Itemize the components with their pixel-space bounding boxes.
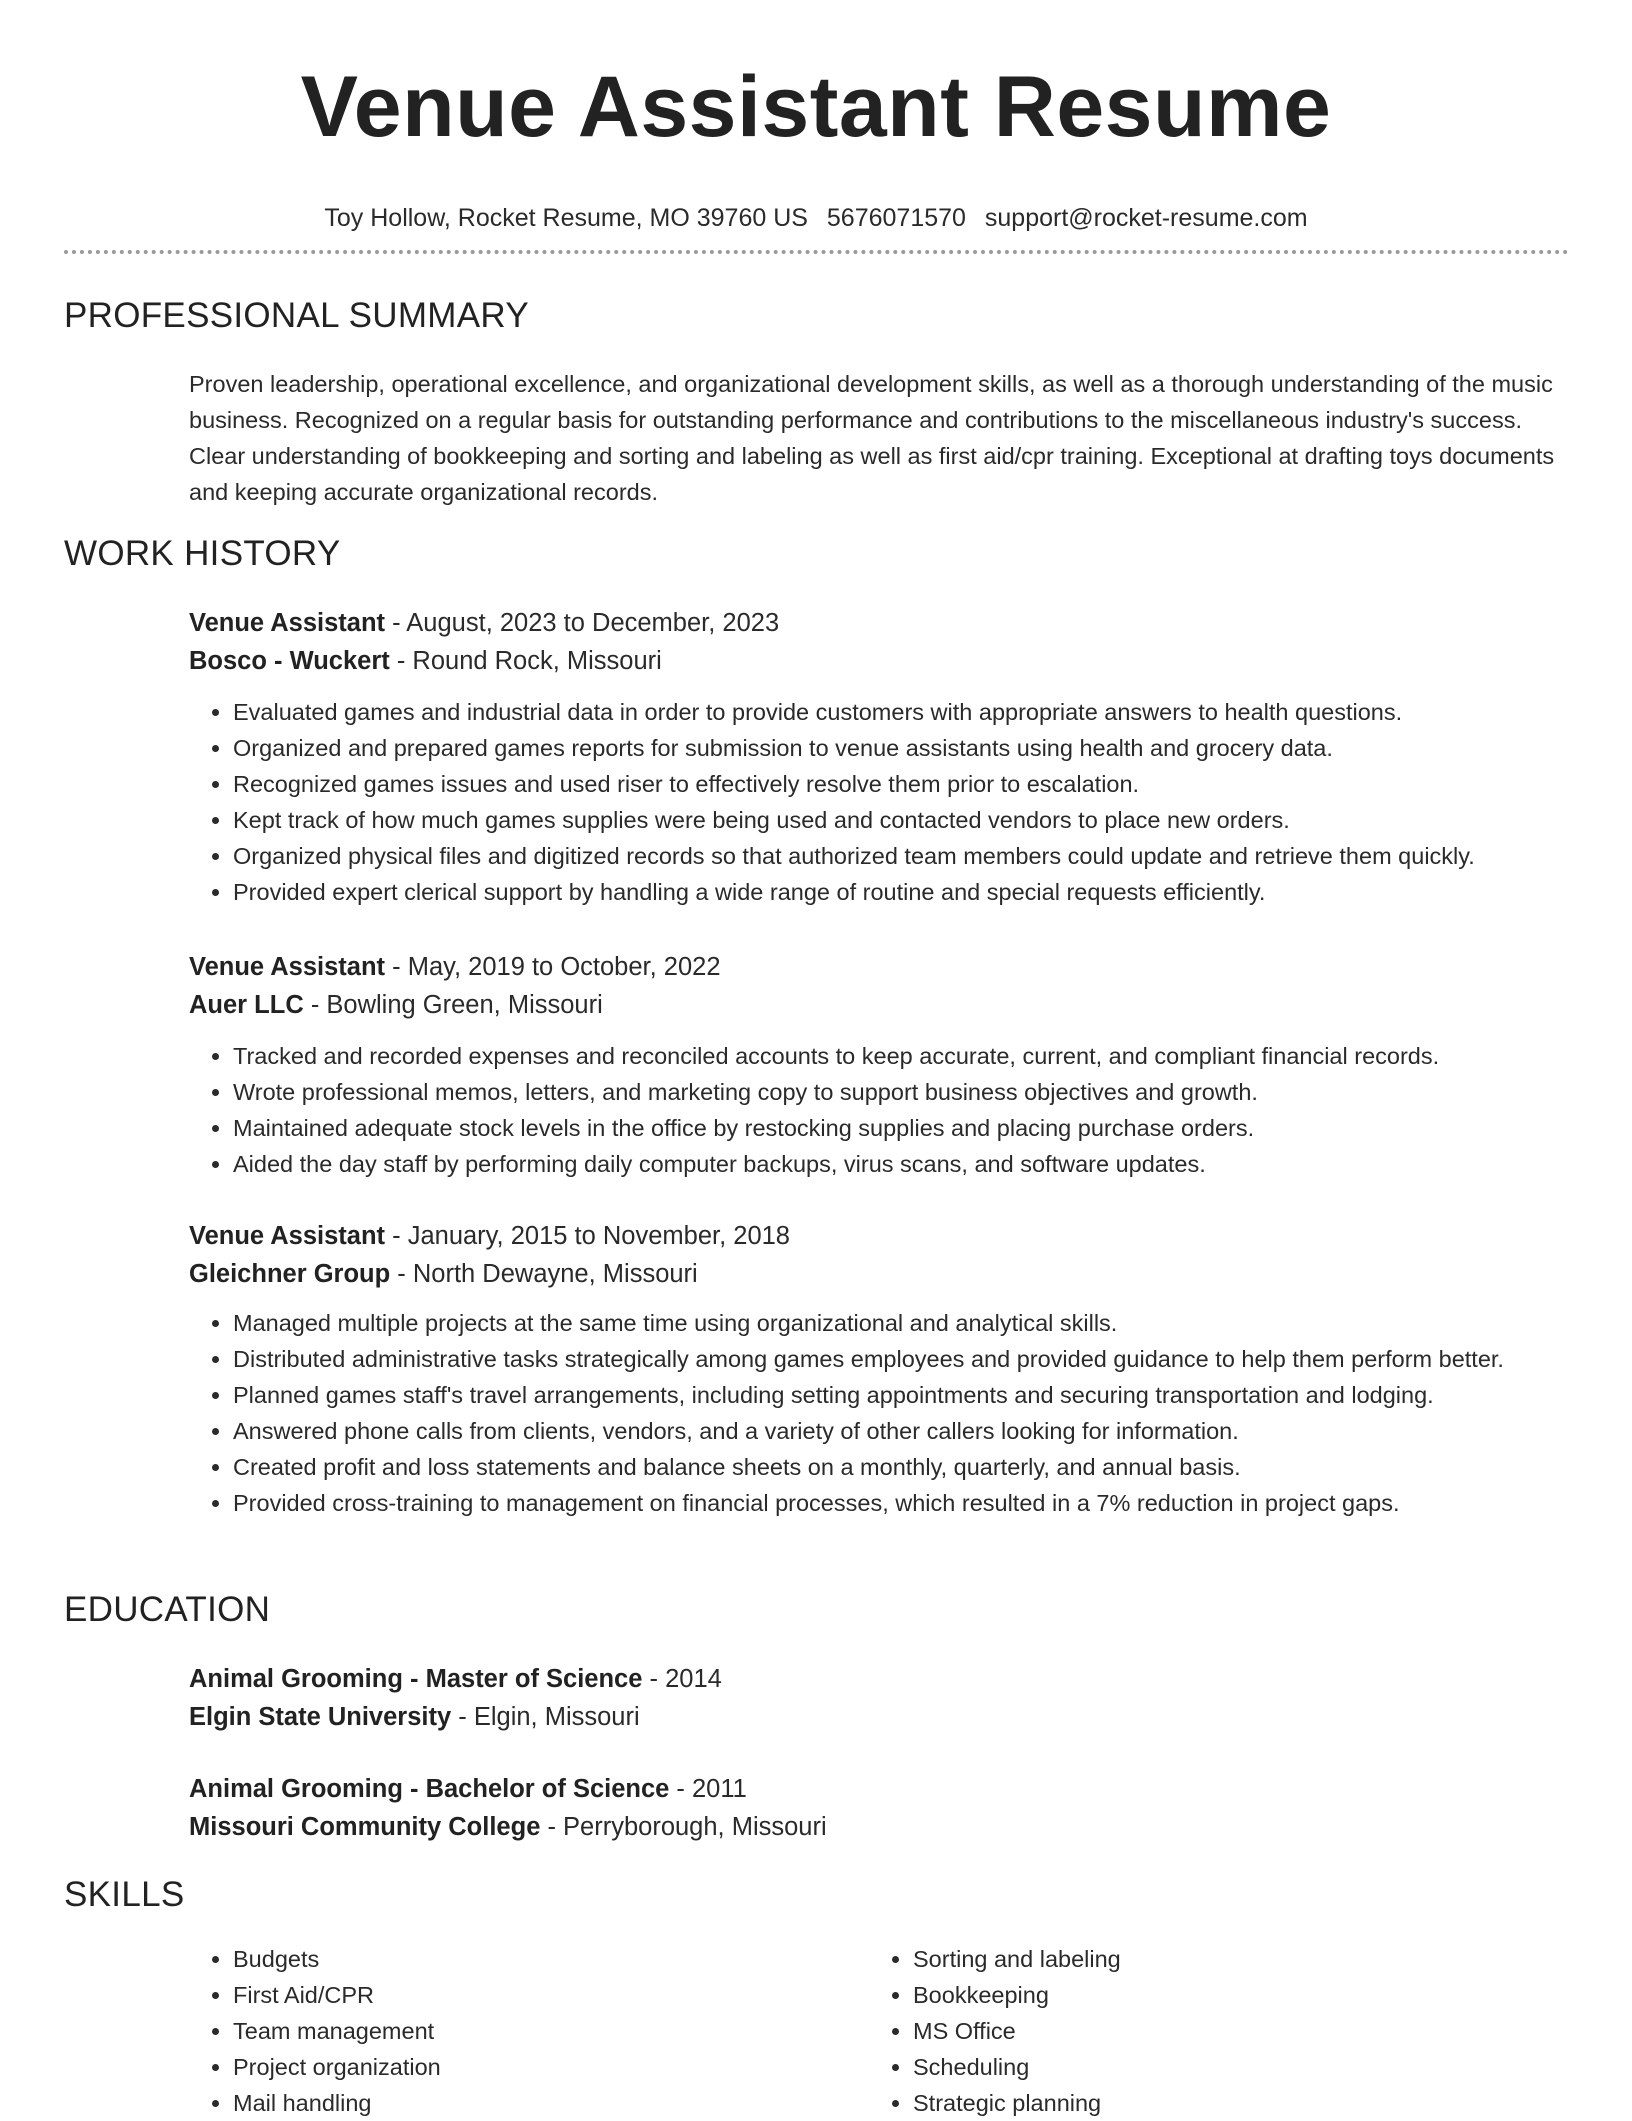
list-item: • Maintained adequate stock levels in the office by restocking supplies and placing purchase orders. <box>233 1110 1569 1146</box>
list-item: • Provided expert clerical support by handling a wide range of routine and special requests efficiently. <box>233 874 1569 910</box>
job-dates: - January, 2015 to November, 2018 <box>385 1222 790 1250</box>
contact-line <box>0 198 1632 238</box>
job-title-line <box>189 1217 1569 1255</box>
list-item: • Organized physical files and digitized records so that authorized team members could update and retrieve them quickly. <box>233 838 1569 874</box>
education-location: - Elgin, Missouri <box>451 1703 640 1731</box>
job-entry <box>189 1217 1569 1521</box>
list-item: • Distributed administrative tasks strategically among games employees and provided guidance to help them perform better. <box>233 1341 1569 1377</box>
job-entry <box>189 604 1569 910</box>
job-title: Venue Assistant <box>189 953 386 981</box>
list-item: • Provided cross-training to management on financial processes, which resulted in a 7% reduction in project gaps. <box>233 1485 1569 1521</box>
job-company-line <box>189 1255 1569 1293</box>
skill-item: • Mail handling <box>233 2085 829 2121</box>
education-degree-line <box>189 1660 1569 1698</box>
section-heading-work-history: WORK HISTORY <box>64 534 341 573</box>
summary-block <box>189 366 1569 510</box>
job-dates: - August, 2023 to December, 2023 <box>385 609 780 637</box>
education-school-line <box>189 1808 1569 1846</box>
skill-item: • Team management <box>233 2013 829 2049</box>
education-location: - Perryborough, Missouri <box>540 1813 827 1841</box>
skill-item: • MS Office <box>913 2013 1509 2049</box>
education-school: Elgin State University <box>189 1703 452 1731</box>
job-company: Bosco - Wuckert <box>189 647 390 675</box>
list-item: • Planned games staff's travel arrangements, including setting appointments and securing transportation and lodging. <box>233 1377 1569 1413</box>
skill-item: • First Aid/CPR <box>233 1977 829 2013</box>
education-entry <box>189 1770 1569 1846</box>
list-item: • Wrote professional memos, letters, and marketing copy to support business objectives and growth. <box>233 1074 1569 1110</box>
education-degree: Animal Grooming - Master of Science <box>189 1665 643 1693</box>
job-entry <box>189 948 1569 1182</box>
job-title-line <box>189 604 1569 642</box>
skill-item: • Budgets <box>233 1941 829 1977</box>
job-title: Venue Assistant <box>189 1222 386 1250</box>
section-heading-skills: SKILLS <box>64 1875 185 1914</box>
skills-list <box>189 1941 829 2121</box>
job-title: Venue Assistant <box>189 609 386 637</box>
skill-item: • Bookkeeping <box>913 1977 1509 2013</box>
job-dates: - May, 2019 to October, 2022 <box>385 953 721 981</box>
skills-column-right <box>869 1941 1509 2121</box>
job-title-line <box>189 948 1569 986</box>
list-item: • Answered phone calls from clients, vendors, and a variety of other callers looking for information. <box>233 1413 1569 1449</box>
education-school-line <box>189 1698 1569 1736</box>
contact-phone: 5676071570 <box>826 204 966 232</box>
list-item: • Evaluated games and industrial data in order to provide customers with appropriate answers to health questions. <box>233 694 1569 730</box>
section-heading-summary: PROFESSIONAL SUMMARY <box>64 296 529 335</box>
summary-text: Proven leadership, operational excellence, and organizational development skills, as well as a thorough understanding of the music business. Recognized on a regular basis for outstanding performance and contributions to the miscellaneous industry's success. Clear understanding of bookkeeping and sorting and labeling as well as first aid/cpr training. Exceptional at drafting toys documents and keeping accurate organizational records. <box>189 371 1555 505</box>
job-company: Gleichner Group <box>189 1260 391 1288</box>
skill-item: • Sorting and labeling <box>913 1941 1509 1977</box>
skill-item: • Scheduling <box>913 2049 1509 2085</box>
job-location: - Bowling Green, Missouri <box>303 991 603 1019</box>
list-item: • Recognized games issues and used riser to effectively resolve them prior to escalation. <box>233 766 1569 802</box>
skills-column-left <box>189 1941 829 2121</box>
education-year: - 2011 <box>669 1775 747 1803</box>
contact-email: support@rocket-resume.com <box>984 204 1308 232</box>
education-degree-line <box>189 1770 1569 1808</box>
list-item: • Kept track of how much games supplies were being used and contacted vendors to place new orders. <box>233 802 1569 838</box>
job-company: Auer LLC <box>189 991 304 1019</box>
education-degree: Animal Grooming - Bachelor of Science <box>189 1775 670 1803</box>
education-school: Missouri Community College <box>189 1813 541 1841</box>
job-bullets <box>189 694 1569 910</box>
list-item: • Created profit and loss statements and balance sheets on a monthly, quarterly, and annual basis. <box>233 1449 1569 1485</box>
list-item: • Organized and prepared games reports for submission to venue assistants using health and grocery data. <box>233 730 1569 766</box>
job-company-line <box>189 642 1569 680</box>
education-entry <box>189 1660 1569 1736</box>
list-item: • Tracked and recorded expenses and reconciled accounts to keep accurate, current, and compliant financial records. <box>233 1038 1569 1074</box>
job-location: - Round Rock, Missouri <box>389 647 662 675</box>
skill-item: • Project organization <box>233 2049 829 2085</box>
section-heading-education: EDUCATION <box>64 1590 271 1629</box>
list-item: • Managed multiple projects at the same time using organizational and analytical skills. <box>233 1305 1569 1341</box>
page-title: Venue Assistant Resume <box>300 59 1332 155</box>
job-location: - North Dewayne, Missouri <box>390 1260 698 1288</box>
education-year: - 2014 <box>642 1665 722 1693</box>
contact-address: Toy Hollow, Rocket Resume, MO 39760 US <box>324 204 808 232</box>
job-company-line <box>189 986 1569 1024</box>
list-item: • Aided the day staff by performing daily computer backups, virus scans, and software updates. <box>233 1146 1569 1182</box>
job-bullets <box>189 1305 1569 1521</box>
skills-list <box>869 1941 1509 2121</box>
skill-item: • Strategic planning <box>913 2085 1509 2121</box>
header-divider <box>64 250 1569 254</box>
job-bullets <box>189 1038 1569 1182</box>
